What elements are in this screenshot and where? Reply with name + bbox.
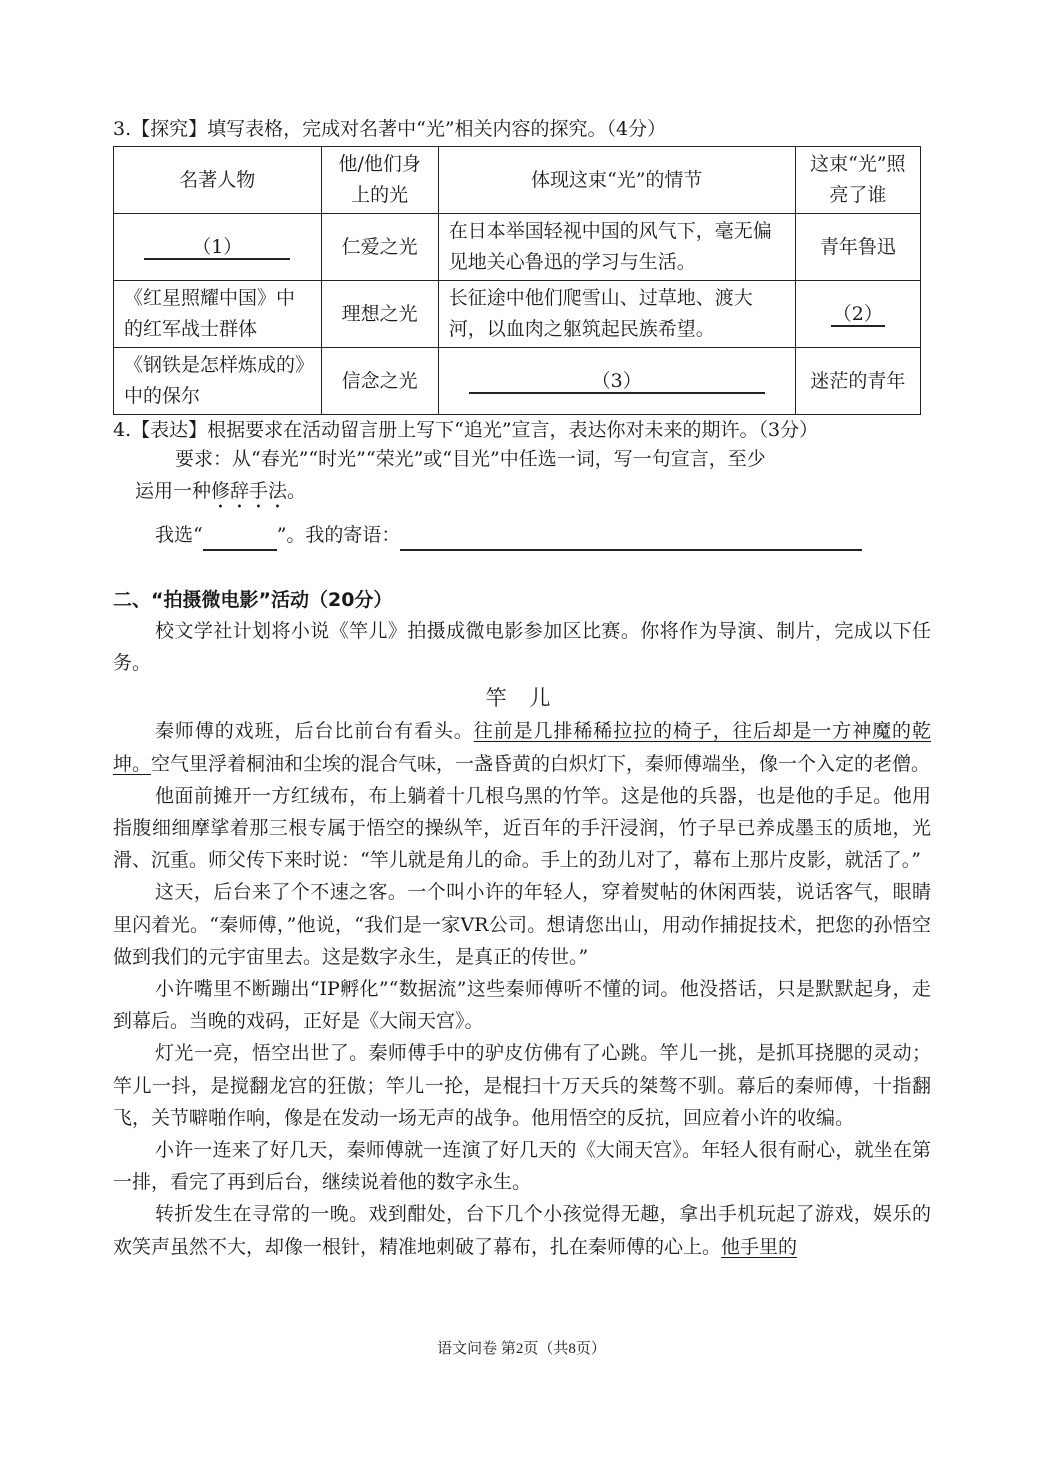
requirement-line-1: 要求：从“春光”“时光”“荣光”或“目光”中任选一词，写一句宣言，至少 bbox=[175, 448, 766, 470]
blank-label-2: （2） bbox=[832, 302, 883, 325]
paragraph-text: 空气里浮着桐油和尘埃的混合气味，一盏昏黄的白炽灯下，秦师傅端坐，像一个入定的老僧。 bbox=[151, 752, 931, 775]
underlined-sentence: 往前是几排稀稀拉拉的椅子，往后却是一方神魔的乾坤。 bbox=[113, 720, 931, 775]
table-header-row bbox=[114, 147, 921, 214]
cell-person: 《钢铁是怎样炼成的》中的保尔 bbox=[114, 348, 322, 415]
table-row bbox=[114, 214, 921, 281]
choose-label: 我选“ bbox=[155, 524, 203, 546]
table-row bbox=[114, 281, 921, 348]
blank-label-1: （1） bbox=[144, 236, 290, 260]
requirement-text-end: 。 bbox=[287, 480, 307, 502]
exploration-table bbox=[113, 146, 921, 415]
cell-who: 青年鲁迅 bbox=[795, 214, 920, 281]
message-label: ”。我的寄语： bbox=[276, 524, 401, 546]
header-person: 名著人物 bbox=[114, 147, 322, 214]
requirement-text: 运用一种 bbox=[135, 480, 212, 502]
table-row bbox=[114, 348, 921, 415]
cell-plot: 长征途中他们爬雪山、过草地、渡大河，以血肉之躯筑起民族希望。 bbox=[438, 281, 795, 348]
header-who: 这束“光”照亮了谁 bbox=[795, 147, 920, 214]
story-paragraph-4: 小许嘴里不断蹦出“IP孵化”“数据流”这些秦师傅听不懂的词。他没搭话，只是默默起身，走到幕后。当晚的戏码，正好是《大闹天宫》。 bbox=[113, 978, 931, 1033]
blank-label-3: （3） bbox=[469, 370, 765, 394]
answer-line bbox=[113, 519, 931, 551]
underlined-sentence: 他手里的 bbox=[721, 1235, 798, 1258]
requirement-line-2 bbox=[113, 475, 931, 513]
section-2-intro: 校文学社计划将小说《竿儿》拍摄成微电影参加区比赛。你将作为导演、制片，完成以下任务。 bbox=[113, 620, 931, 675]
exam-page bbox=[113, 116, 931, 1263]
section-2-title: 二、“拍摄微电影”活动（20分） bbox=[113, 589, 393, 611]
cell-light: 仁爱之光 bbox=[321, 214, 438, 281]
question-3-title: 3.【探究】填写表格，完成对名著中“光”相关内容的探究。（4分） bbox=[113, 118, 667, 140]
story-paragraph-5: 灯光一亮，悟空出世了。秦师傅手中的驴皮仿佛有了心跳。竿儿一挑，是抓耳挠腮的灵动；竿儿一抖，是搅翻龙宫的狂傲；竿儿一抡，是棍扫十万天兵的桀骜不驯。幕后的秦师傅，十指翻飞，关节噼啪作响，像是在发动一场无声的战争。他用悟空的反抗，回应着小许的收编。 bbox=[113, 1042, 931, 1129]
question-4-title: 4.【表达】根据要求在活动留言册上写下“追光”宣言，表达你对未来的期许。（3分） bbox=[113, 419, 819, 441]
cell-person: 《红星照耀中国》中的红军战士群体 bbox=[114, 281, 322, 348]
paragraph-text: 秦师傅的戏班，后台比前台有看头。 bbox=[155, 720, 474, 743]
word-choice-blank[interactable] bbox=[203, 525, 277, 551]
cell-light: 信念之光 bbox=[321, 348, 438, 415]
story-paragraph-3: 这天，后台来了个不速之客。一个叫小许的年轻人，穿着熨帖的休闲西装，说话客气，眼睛里闪着光。“秦师傅，”他说，“我们是一家VR公司。想请您出山，用动作捕捉技术，把您的孙悟空做到我们的元宇宙里去。这是数字永生，是真正的传世。” bbox=[113, 881, 931, 968]
story-paragraph-2: 他面前摊开一方红绒布，布上躺着十几根乌黑的竹竿。这是他的兵器，也是他的手足。他用指腹细细摩挲着那三根专属于悟空的操纵竿，近百年的手汗浸润，竹子早已养成墨玉的质地，光滑、沉重。师父传下来时说：“竿儿就是角儿的命。手上的劲儿对了，幕布上那片皮影，就活了。” bbox=[113, 784, 931, 872]
header-light: 他/他们身上的光 bbox=[321, 147, 438, 214]
cell-who: 迷茫的青年 bbox=[795, 348, 920, 415]
story-paragraph-7 bbox=[113, 1198, 931, 1262]
cell-light: 理想之光 bbox=[321, 281, 438, 348]
cell-plot: 在日本举国轻视中国的风气下，毫无偏见地关心鲁迅的学习与生活。 bbox=[438, 214, 795, 281]
answer-blank-1[interactable] bbox=[114, 214, 322, 281]
story-title: 竿 儿 bbox=[485, 686, 559, 711]
answer-blank-2[interactable] bbox=[795, 281, 920, 348]
paragraph-text: 转折发生在寻常的一晚。戏到酣处，台下几个小孩觉得无趣，拿出手机玩起了游戏，娱乐的欢笑声虽然不大，却像一根针，精准地刺破了幕布，扎在秦师傅的心上。 bbox=[113, 1203, 931, 1258]
answer-blank-3[interactable] bbox=[438, 348, 795, 415]
story-paragraph-6: 小许一连来了好几天，秦师傅就一连演了好几天的《大闹天宫》。年轻人很有耐心，就坐在第一排，看完了再到后台，继续说着他的数字永生。 bbox=[113, 1139, 931, 1194]
header-plot: 体现这束“光”的情节 bbox=[438, 147, 795, 214]
page-footer: 语文问卷 第2页（共8页） bbox=[437, 1341, 606, 1357]
story-paragraph-1 bbox=[113, 715, 931, 779]
emphasized-text: 修辞手法 bbox=[211, 480, 288, 502]
message-blank[interactable] bbox=[400, 525, 862, 551]
